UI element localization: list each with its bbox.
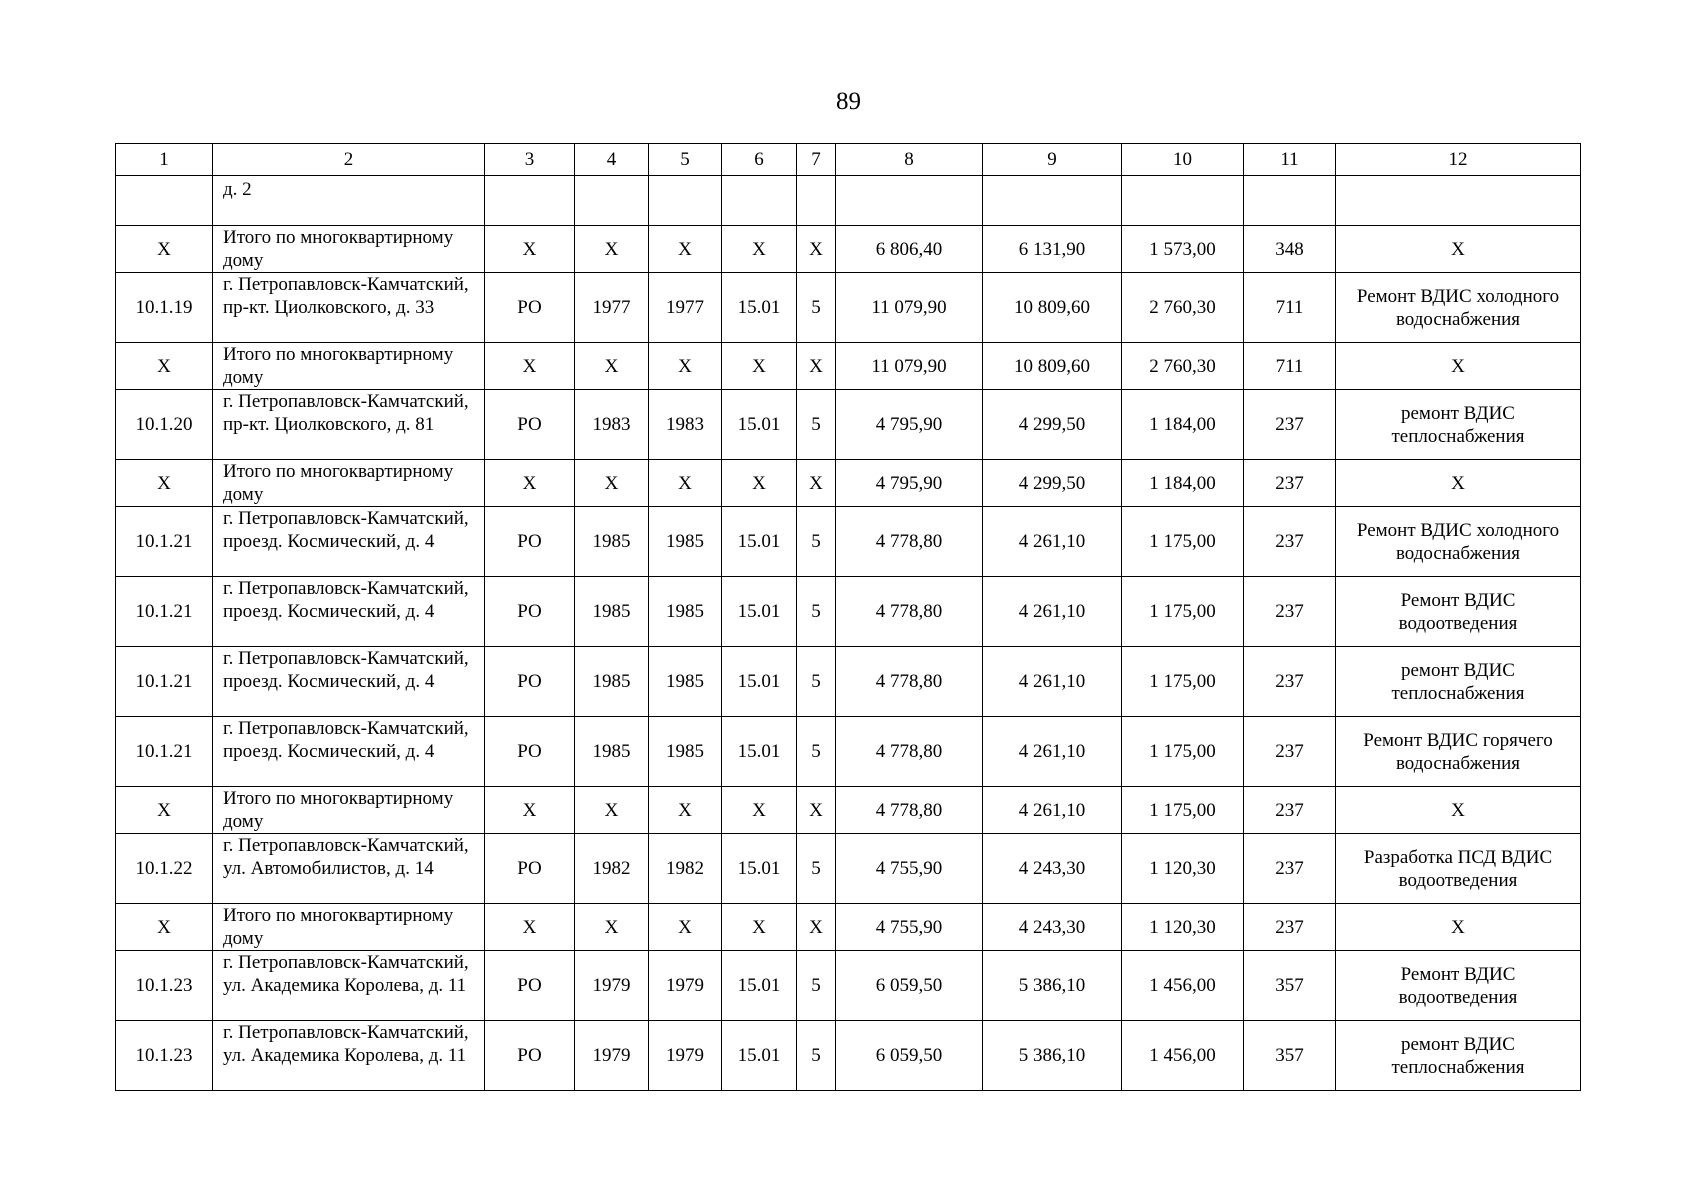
work-type-cell: Ремонт ВДИС холодного водоснабжения xyxy=(1336,507,1581,577)
year-commissioned-cell: Х xyxy=(649,460,722,507)
living-area-cell: 4 243,30 xyxy=(983,904,1122,951)
count-cell: 237 xyxy=(1244,787,1336,834)
living-area-cell: 4 299,50 xyxy=(983,460,1122,507)
count-cell: 237 xyxy=(1244,460,1336,507)
year-commissioned-cell: Х xyxy=(649,343,722,390)
work-type-cell: Ремонт ВДИС водоотведения xyxy=(1336,577,1581,647)
floors-cell: 5 xyxy=(797,1021,836,1091)
code-cell: Х xyxy=(722,904,797,951)
address-cell: Итого по многоквартирному дому xyxy=(213,787,485,834)
count-cell: 237 xyxy=(1244,834,1336,904)
total-area-cell: 11 079,90 xyxy=(836,273,983,343)
year-commissioned-cell xyxy=(649,176,722,226)
row-number-cell: Х xyxy=(116,904,213,951)
floors-cell: 5 xyxy=(797,717,836,787)
category-cell: РО xyxy=(485,577,575,647)
category-cell: Х xyxy=(485,904,575,951)
year-built-cell: 1985 xyxy=(575,577,649,647)
address-cell: г. Петропавловск-Камчатский, ул. Академика Королева, д. 11 xyxy=(213,951,485,1021)
total-area-cell: 4 778,80 xyxy=(836,577,983,647)
work-type-cell: Х xyxy=(1336,787,1581,834)
address-cell: д. 2 xyxy=(213,176,485,226)
floors-cell: Х xyxy=(797,226,836,273)
column-number: 6 xyxy=(722,144,797,176)
value-cell: 1 175,00 xyxy=(1122,717,1244,787)
floors-cell: 5 xyxy=(797,647,836,717)
floors-cell: 5 xyxy=(797,577,836,647)
work-type-cell: Х xyxy=(1336,904,1581,951)
work-type-cell: ремонт ВДИС теплоснабжения xyxy=(1336,1021,1581,1091)
column-number-row xyxy=(116,144,1581,176)
count-cell: 237 xyxy=(1244,647,1336,717)
table-body xyxy=(116,176,1581,1091)
value-cell: 1 184,00 xyxy=(1122,390,1244,460)
table-row xyxy=(116,390,1581,460)
code-cell: 15.01 xyxy=(722,717,797,787)
year-commissioned-cell: Х xyxy=(649,226,722,273)
year-built-cell: 1983 xyxy=(575,390,649,460)
row-number-cell: Х xyxy=(116,226,213,273)
total-row xyxy=(116,787,1581,834)
count-cell: 237 xyxy=(1244,577,1336,647)
address-cell: Итого по многоквартирному дому xyxy=(213,904,485,951)
total-area-cell: 4 755,90 xyxy=(836,834,983,904)
code-cell: 15.01 xyxy=(722,647,797,717)
table-row xyxy=(116,577,1581,647)
column-number: 10 xyxy=(1122,144,1244,176)
count-cell: 357 xyxy=(1244,1021,1336,1091)
category-cell xyxy=(485,176,575,226)
year-built-cell: 1982 xyxy=(575,834,649,904)
value-cell: 1 456,00 xyxy=(1122,951,1244,1021)
floors-cell: Х xyxy=(797,787,836,834)
address-cell: г. Петропавловск-Камчатский, проезд. Космический, д. 4 xyxy=(213,717,485,787)
year-built-cell: 1977 xyxy=(575,273,649,343)
row-number-cell: 10.1.22 xyxy=(116,834,213,904)
work-type-cell: Ремонт ВДИС водоотведения xyxy=(1336,951,1581,1021)
category-cell: РО xyxy=(485,390,575,460)
year-built-cell: 1979 xyxy=(575,1021,649,1091)
year-built-cell: 1985 xyxy=(575,647,649,717)
year-commissioned-cell: 1985 xyxy=(649,647,722,717)
year-commissioned-cell: 1985 xyxy=(649,717,722,787)
category-cell: РО xyxy=(485,273,575,343)
living-area-cell: 5 386,10 xyxy=(983,1021,1122,1091)
address-cell: г. Петропавловск-Камчатский, пр-кт. Циолковского, д. 81 xyxy=(213,390,485,460)
address-cell: г. Петропавловск-Камчатский, ул. Академика Королева, д. 11 xyxy=(213,1021,485,1091)
column-number: 8 xyxy=(836,144,983,176)
year-built-cell: Х xyxy=(575,460,649,507)
code-cell: Х xyxy=(722,460,797,507)
table-row xyxy=(116,951,1581,1021)
column-number: 11 xyxy=(1244,144,1336,176)
work-type-cell xyxy=(1336,176,1581,226)
living-area-cell: 4 261,10 xyxy=(983,647,1122,717)
floors-cell: 5 xyxy=(797,951,836,1021)
column-number: 12 xyxy=(1336,144,1581,176)
living-area-cell: 5 386,10 xyxy=(983,951,1122,1021)
code-cell: 15.01 xyxy=(722,1021,797,1091)
value-cell: 1 175,00 xyxy=(1122,647,1244,717)
work-type-cell: Ремонт ВДИС холодного водоснабжения xyxy=(1336,273,1581,343)
total-area-cell: 6 059,50 xyxy=(836,951,983,1021)
living-area-cell: 4 261,10 xyxy=(983,577,1122,647)
address-cell: Итого по многоквартирному дому xyxy=(213,226,485,273)
page-number: 89 xyxy=(836,88,861,115)
floors-cell: 5 xyxy=(797,390,836,460)
row-number-cell: 10.1.21 xyxy=(116,647,213,717)
row-number-cell: 10.1.23 xyxy=(116,1021,213,1091)
column-number: 5 xyxy=(649,144,722,176)
code-cell: 15.01 xyxy=(722,577,797,647)
year-built-cell: Х xyxy=(575,904,649,951)
count-cell: 348 xyxy=(1244,226,1336,273)
year-commissioned-cell: Х xyxy=(649,904,722,951)
row-number-cell: 10.1.20 xyxy=(116,390,213,460)
code-cell: Х xyxy=(722,343,797,390)
count-cell: 357 xyxy=(1244,951,1336,1021)
row-number-cell: Х xyxy=(116,460,213,507)
living-area-cell: 4 243,30 xyxy=(983,834,1122,904)
value-cell: 1 120,30 xyxy=(1122,904,1244,951)
total-row xyxy=(116,904,1581,951)
category-cell: Х xyxy=(485,343,575,390)
column-number: 1 xyxy=(116,144,213,176)
count-cell: 237 xyxy=(1244,390,1336,460)
category-cell: РО xyxy=(485,1021,575,1091)
value-cell: 1 175,00 xyxy=(1122,507,1244,577)
address-cell: Итого по многоквартирному дому xyxy=(213,343,485,390)
address-cell: Итого по многоквартирному дому xyxy=(213,460,485,507)
count-cell xyxy=(1244,176,1336,226)
work-type-cell: Х xyxy=(1336,226,1581,273)
year-built-cell: 1985 xyxy=(575,717,649,787)
value-cell: 1 573,00 xyxy=(1122,226,1244,273)
code-cell xyxy=(722,176,797,226)
category-cell: Х xyxy=(485,787,575,834)
year-commissioned-cell: 1977 xyxy=(649,273,722,343)
row-number-cell xyxy=(116,176,213,226)
category-cell: Х xyxy=(485,460,575,507)
row-number-cell: Х xyxy=(116,343,213,390)
floors-cell: 5 xyxy=(797,834,836,904)
living-area-cell xyxy=(983,176,1122,226)
work-type-cell: Ремонт ВДИС горячего водоснабжения xyxy=(1336,717,1581,787)
total-area-cell: 6 806,40 xyxy=(836,226,983,273)
row-number-cell: 10.1.21 xyxy=(116,577,213,647)
work-type-cell: Х xyxy=(1336,343,1581,390)
continuation-row xyxy=(116,176,1581,226)
row-number-cell: 10.1.19 xyxy=(116,273,213,343)
year-built-cell: Х xyxy=(575,343,649,390)
living-area-cell: 4 261,10 xyxy=(983,717,1122,787)
living-area-cell: 10 809,60 xyxy=(983,273,1122,343)
count-cell: 237 xyxy=(1244,717,1336,787)
total-area-cell: 4 795,90 xyxy=(836,460,983,507)
table-row xyxy=(116,1021,1581,1091)
address-cell: г. Петропавловск-Камчатский, проезд. Космический, д. 4 xyxy=(213,507,485,577)
row-number-cell: 10.1.21 xyxy=(116,717,213,787)
value-cell: 1 120,30 xyxy=(1122,834,1244,904)
category-cell: РО xyxy=(485,647,575,717)
living-area-cell: 4 299,50 xyxy=(983,390,1122,460)
floors-cell: Х xyxy=(797,460,836,507)
count-cell: 711 xyxy=(1244,343,1336,390)
row-number-cell: Х xyxy=(116,787,213,834)
address-cell: г. Петропавловск-Камчатский, ул. Автомобилистов, д. 14 xyxy=(213,834,485,904)
total-area-cell: 4 795,90 xyxy=(836,390,983,460)
code-cell: 15.01 xyxy=(722,507,797,577)
code-cell: 15.01 xyxy=(722,273,797,343)
code-cell: 15.01 xyxy=(722,390,797,460)
year-commissioned-cell: Х xyxy=(649,787,722,834)
floors-cell: 5 xyxy=(797,507,836,577)
year-built-cell xyxy=(575,176,649,226)
work-type-cell: ремонт ВДИС теплоснабжения xyxy=(1336,647,1581,717)
address-cell: г. Петропавловск-Камчатский, пр-кт. Циолковского, д. 33 xyxy=(213,273,485,343)
year-commissioned-cell: 1982 xyxy=(649,834,722,904)
total-area-cell xyxy=(836,176,983,226)
count-cell: 711 xyxy=(1244,273,1336,343)
year-commissioned-cell: 1985 xyxy=(649,507,722,577)
column-number: 9 xyxy=(983,144,1122,176)
floors-cell: 5 xyxy=(797,273,836,343)
year-commissioned-cell: 1979 xyxy=(649,951,722,1021)
year-built-cell: Х xyxy=(575,787,649,834)
year-built-cell: 1979 xyxy=(575,951,649,1021)
living-area-cell: 6 131,90 xyxy=(983,226,1122,273)
total-area-cell: 4 778,80 xyxy=(836,787,983,834)
address-cell: г. Петропавловск-Камчатский, проезд. Космический, д. 4 xyxy=(213,577,485,647)
count-cell: 237 xyxy=(1244,904,1336,951)
total-row xyxy=(116,460,1581,507)
value-cell: 1 184,00 xyxy=(1122,460,1244,507)
floors-cell xyxy=(797,176,836,226)
value-cell: 2 760,30 xyxy=(1122,273,1244,343)
value-cell: 2 760,30 xyxy=(1122,343,1244,390)
address-cell: г. Петропавловск-Камчатский, проезд. Космический, д. 4 xyxy=(213,647,485,717)
year-built-cell: Х xyxy=(575,226,649,273)
value-cell: 1 456,00 xyxy=(1122,1021,1244,1091)
year-commissioned-cell: 1979 xyxy=(649,1021,722,1091)
table-row xyxy=(116,273,1581,343)
total-row xyxy=(116,343,1581,390)
living-area-cell: 4 261,10 xyxy=(983,787,1122,834)
total-area-cell: 4 778,80 xyxy=(836,647,983,717)
value-cell xyxy=(1122,176,1244,226)
table-row xyxy=(116,647,1581,717)
table-header xyxy=(116,144,1581,176)
column-number: 7 xyxy=(797,144,836,176)
total-area-cell: 4 778,80 xyxy=(836,507,983,577)
table-row xyxy=(116,834,1581,904)
work-type-cell: Х xyxy=(1336,460,1581,507)
work-type-cell: ремонт ВДИС теплоснабжения xyxy=(1336,390,1581,460)
data-table xyxy=(115,143,1581,1091)
table-row xyxy=(116,507,1581,577)
code-cell: 15.01 xyxy=(722,834,797,904)
year-commissioned-cell: 1983 xyxy=(649,390,722,460)
category-cell: РО xyxy=(485,834,575,904)
category-cell: Х xyxy=(485,226,575,273)
total-area-cell: 6 059,50 xyxy=(836,1021,983,1091)
count-cell: 237 xyxy=(1244,507,1336,577)
row-number-cell: 10.1.23 xyxy=(116,951,213,1021)
year-commissioned-cell: 1985 xyxy=(649,577,722,647)
code-cell: Х xyxy=(722,787,797,834)
category-cell: РО xyxy=(485,717,575,787)
table-row xyxy=(116,717,1581,787)
value-cell: 1 175,00 xyxy=(1122,577,1244,647)
living-area-cell: 10 809,60 xyxy=(983,343,1122,390)
total-area-cell: 4 778,80 xyxy=(836,717,983,787)
work-type-cell: Разработка ПСД ВДИС водоотведения xyxy=(1336,834,1581,904)
total-row xyxy=(116,226,1581,273)
total-area-cell: 4 755,90 xyxy=(836,904,983,951)
year-built-cell: 1985 xyxy=(575,507,649,577)
column-number: 3 xyxy=(485,144,575,176)
column-number: 4 xyxy=(575,144,649,176)
code-cell: Х xyxy=(722,226,797,273)
row-number-cell: 10.1.21 xyxy=(116,507,213,577)
living-area-cell: 4 261,10 xyxy=(983,507,1122,577)
category-cell: РО xyxy=(485,507,575,577)
code-cell: 15.01 xyxy=(722,951,797,1021)
value-cell: 1 175,00 xyxy=(1122,787,1244,834)
total-area-cell: 11 079,90 xyxy=(836,343,983,390)
floors-cell: Х xyxy=(797,343,836,390)
column-number: 2 xyxy=(213,144,485,176)
category-cell: РО xyxy=(485,951,575,1021)
floors-cell: Х xyxy=(797,904,836,951)
